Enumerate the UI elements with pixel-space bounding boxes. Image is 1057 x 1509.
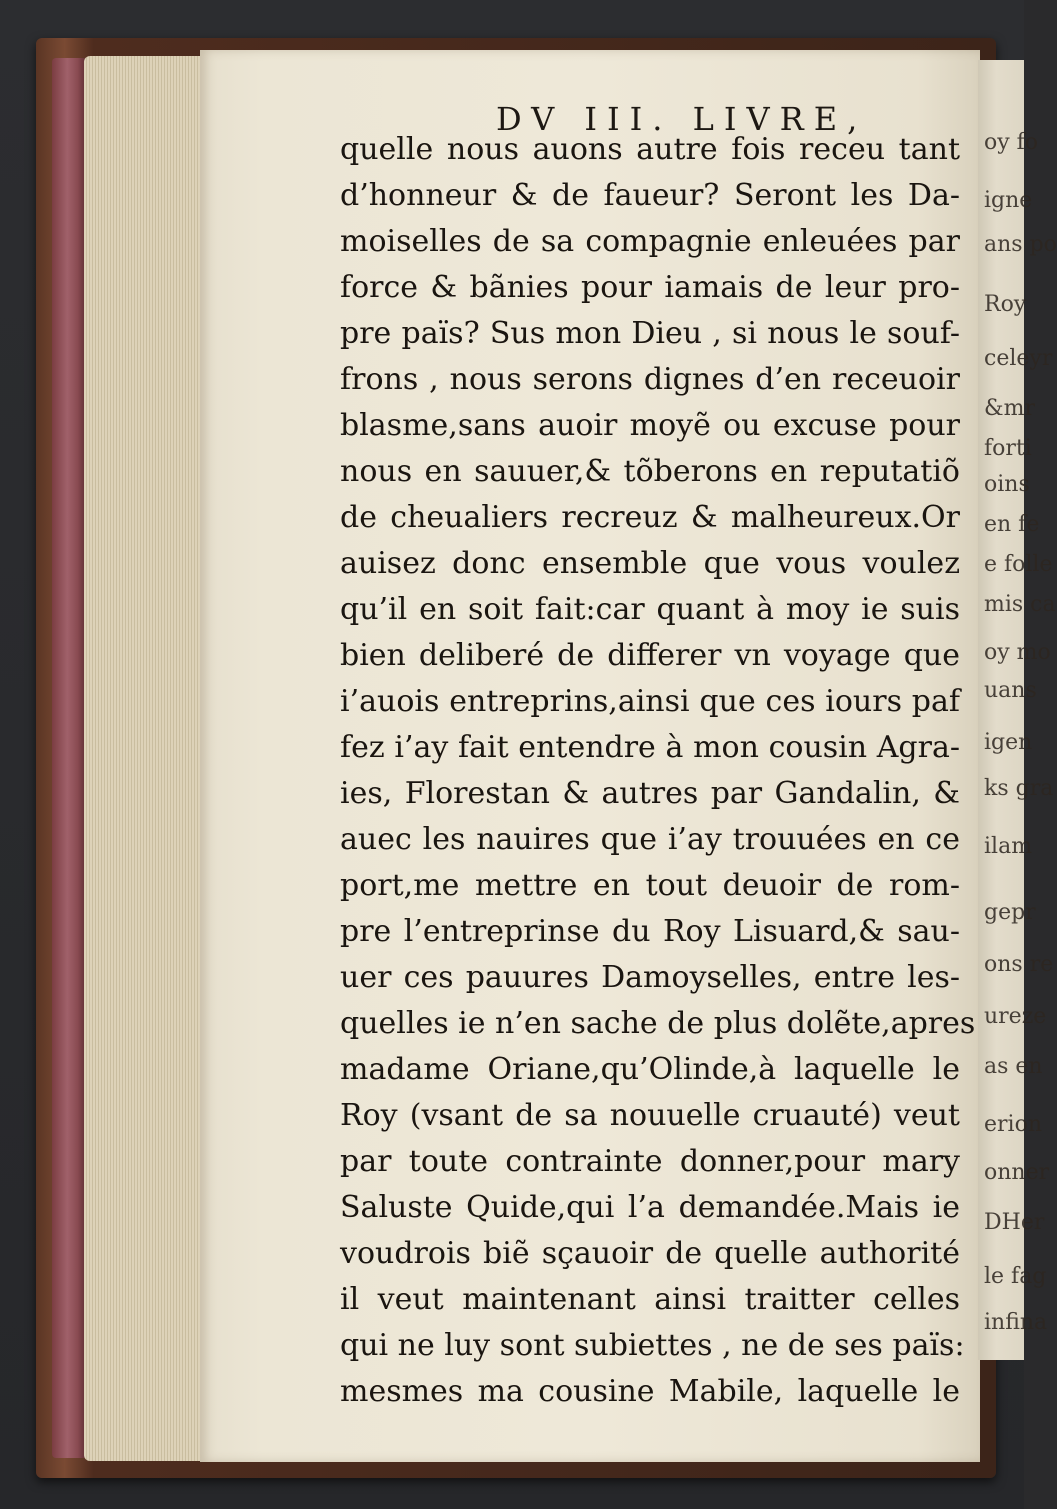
neighbor-fragment: uans [984, 678, 1037, 703]
text-line: par toute contrainte donner,pour mary [340, 1144, 960, 1179]
text-line: mesmes ma cousine Mabile, laquelle le [340, 1374, 960, 1409]
text-line: port,me mettre en tout deuoir de rom- [340, 868, 960, 903]
text-line: quelles ie n’en sache de plus dolẽte,apres [340, 1006, 976, 1041]
text-line: madame Oriane,qu’Olinde,à laquelle le [340, 1052, 960, 1087]
neighbor-fragment: gepr [984, 900, 1036, 925]
text-line: bien deliberé de differer vn voyage que [340, 638, 960, 673]
neighbor-fragment: en fe [984, 512, 1040, 537]
neighbor-fragment: as en [984, 1054, 1043, 1079]
neighbor-fragment: oy mo [984, 640, 1051, 665]
neighbor-fragment: e folle [984, 552, 1053, 577]
neighbor-fragment: mis ca [984, 592, 1056, 617]
text-line: uer ces pauures Damoyselles, entre les- [340, 960, 960, 995]
text-line: frons , nous serons dignes d’en receuoir [340, 362, 960, 397]
text-line: moiselles de sa compagnie enleuées par [340, 224, 960, 259]
text-line: auisez donc ensemble que vous voulez [340, 546, 960, 581]
text-line: Saluste Quide,qui l’a demandée.Mais ie [340, 1190, 960, 1225]
text-line: qui ne luy sont subiettes , ne de ses païs: [340, 1328, 965, 1363]
neighbor-fragment: le fag [984, 1264, 1047, 1289]
text-line: quelle nous auons autre fois receu tant [340, 132, 960, 167]
page-stack [84, 56, 204, 1461]
text-line: qu’il en soit fait:car quant à moy ie suis [340, 592, 960, 627]
neighbor-fragment: ks gra [984, 776, 1054, 801]
text-line: pre païs? Sus mon Dieu , si nous le souf- [340, 316, 960, 351]
neighbor-fragment: Roy [984, 292, 1027, 317]
text-line: fez i’ay fait entendre à mon cousin Agra- [340, 730, 960, 765]
neighbor-fragment: igen [984, 730, 1033, 755]
neighbor-fragment: ans po [984, 232, 1057, 257]
text-line: blasme,sans auoir moyẽ ou excuse pour [340, 408, 960, 443]
text-line: force & bãnies pour iamais de leur pro- [340, 270, 960, 305]
neighbor-fragment: ureze [984, 1004, 1047, 1029]
neighbor-fragment: oy fo [984, 130, 1039, 155]
text-line: nous en sauuer,& tõberons en reputatiõ [340, 454, 960, 489]
neighbor-fragment: ilam [984, 834, 1033, 859]
neighbor-fragment: erion [984, 1112, 1042, 1137]
neighbor-fragment: igne [984, 188, 1033, 213]
text-line: d’honneur & de faueur? Seront les Da- [340, 178, 960, 213]
neighbor-fragment: forti [984, 436, 1032, 461]
text-line: auec les nauires que i’ay trouuées en ce [340, 822, 960, 857]
neighbor-fragment: infina [984, 1310, 1048, 1335]
red-page-edge [52, 58, 86, 1458]
text-line: Roy (vsant de sa nouuelle cruauté) veut [340, 1098, 960, 1133]
running-header: DV III. LIVRE, [496, 100, 868, 138]
text-line: il veut maintenant ainsi traitter celles [340, 1282, 960, 1317]
neighbor-fragment: ons re [984, 952, 1054, 977]
neighbor-fragment: DHer [984, 1210, 1045, 1235]
neighbor-page [978, 60, 1057, 1360]
neighbor-fragment: oins [984, 472, 1030, 497]
text-line: voudrois biẽ sçauoir de quelle authorité [340, 1236, 960, 1271]
text-line: ies, Florestan & autres par Gandalin, & [340, 776, 960, 811]
text-line: i’auois entreprins,ainsi que ces iours paf [340, 684, 960, 719]
text-line: de cheualiers recreuz & malheureux.Or [340, 500, 960, 535]
text-line: pre l’entreprinse du Roy Lisuard,& sau- [340, 914, 960, 949]
neighbor-fragment: celeyr [984, 346, 1053, 371]
neighbor-fragment: &mr [984, 396, 1035, 421]
neighbor-fragment: onner [984, 1160, 1050, 1185]
